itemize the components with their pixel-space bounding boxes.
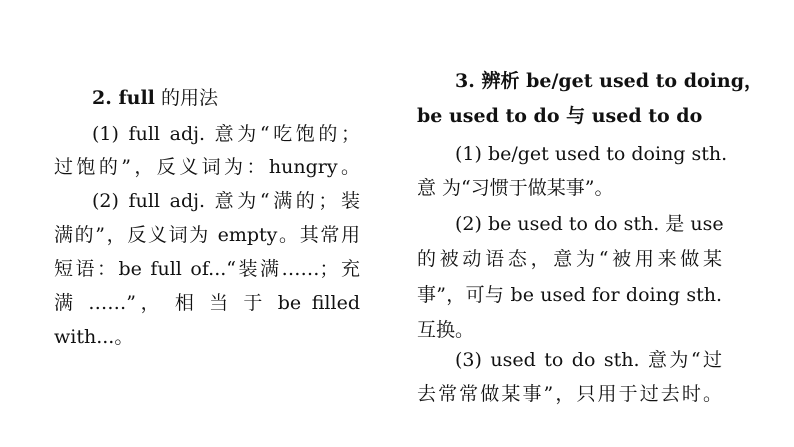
left-heading: 2. full 的用法	[92, 87, 218, 109]
right-line-7: (3) used to do sth. 意为“过	[455, 349, 722, 371]
right-heading-line-2: be used to do 与 used to do	[417, 105, 703, 127]
right-heading-line-1: 3. 辨析 be/get used to doing，	[455, 70, 763, 92]
right-line-8: 去常常做某事”，只用于过去时。	[417, 383, 722, 405]
left-line-5: 短语：be full of...“装满……；充	[54, 258, 360, 280]
left-heading-number: 2	[92, 87, 106, 109]
left-heading-keyword: full	[118, 87, 155, 109]
right-line-5: 事”，可与 be used for doing sth.	[417, 284, 722, 306]
left-heading-text: 的用法	[154, 87, 218, 109]
right-line-1: (1) be/get used to doing sth.	[455, 143, 728, 165]
left-line-6: 满 ……”， 相 当 于 be filled	[54, 292, 360, 314]
left-line-2: 过饱的”，反义词为：hungry。	[54, 156, 360, 178]
right-line-6: 互换。	[417, 319, 475, 341]
right-line-2: 意 为“习惯于做某事”。	[417, 177, 614, 199]
right-line-4: 的被动语态，意为“被用来做某	[417, 248, 722, 270]
left-line-7: with...。	[54, 326, 134, 348]
left-line-1: (1) full adj. 意为“吃饱的；	[92, 123, 360, 145]
left-line-4: 满的”，反义词为 empty。其常用	[54, 224, 360, 246]
right-line-3: (2) be used to do sth. 是 use	[455, 213, 724, 235]
left-line-3: (2) full adj. 意为“满的；装	[92, 190, 360, 212]
